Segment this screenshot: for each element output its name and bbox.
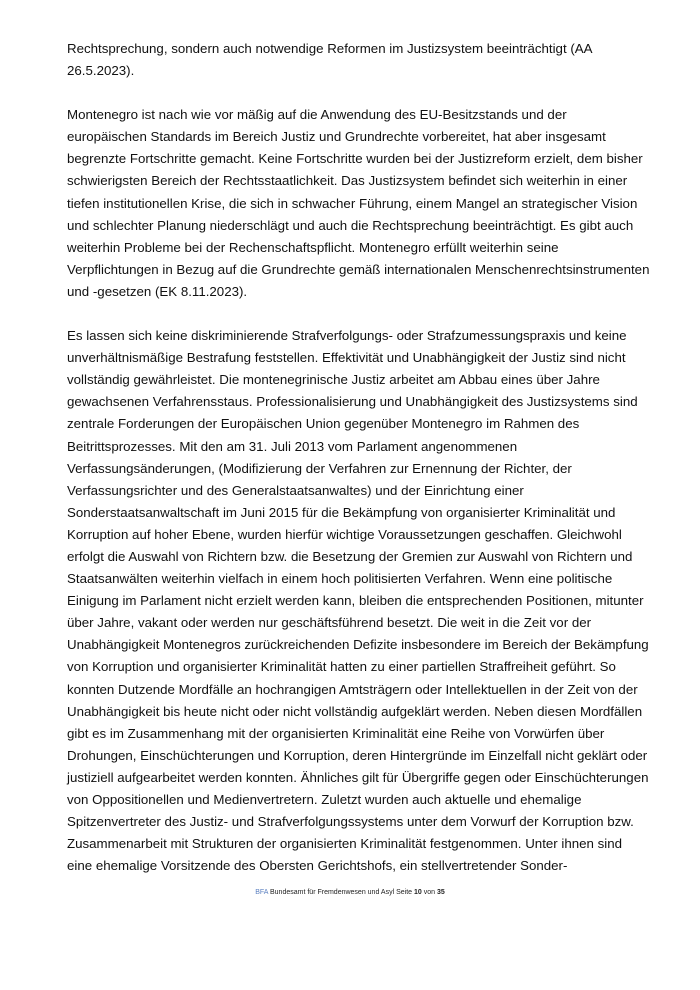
footer-agency: Bundesamt für Fremdenwesen und Asyl — [270, 889, 395, 896]
text-line: eine ehemalige Vorsitzende des Obersten Gerichtshofs, ein stellvertretender Sonder- — [67, 858, 568, 874]
text-line: erfolgt die Auswahl von Richtern bzw. die Besetzung der Gremien zur Auswahl von Richtern und — [67, 548, 633, 564]
text-line: über Jahre, vakant oder werden nur geschäftsführend besetzt. Die weit in die Zeit vor der — [67, 615, 592, 631]
text-line: Verpflichtungen in Bezug auf die Grundrechte gemäß internationalen Menschenrechtsinstrumenten — [67, 261, 650, 277]
paragraph-1 — [67, 38, 639, 82]
text-line: europäischen Standards im Bereich Justiz und Grundrechte vorbereitet, hat aber insgesamt — [67, 129, 606, 145]
page-footer — [0, 889, 700, 896]
text-line: unverhältnismäßige Bestrafung feststellen. Effektivität und Unabhängigkeit der Justiz sind nicht — [67, 350, 626, 366]
text-line: von Korruption und organisierter Kriminalität hatten zu einer partiellen Straffreiheit geführt. So — [67, 659, 616, 675]
footer-brand: BFA — [255, 889, 269, 896]
text-line: vollständig gewährleistet. Die montenegrinische Justiz arbeitet am Abbau eines über Jahre — [67, 372, 600, 388]
text-line: Rechtsprechung, sondern auch notwendige Reformen im Justizsystem beeinträchtigt (AA — [67, 41, 593, 56]
text-line: Beitrittsprozesses. Mit den am 31. Juli 2013 vom Parlament angenommenen — [67, 438, 518, 454]
text-line: von Oppositionellen und Medienvertretern. Zuletzt wurden auch aktuelle und ehemalige — [67, 792, 582, 807]
paragraph-2 — [67, 104, 650, 303]
document-body — [67, 38, 650, 877]
text-line: Es lassen sich keine diskriminierende Strafverfolgungs- oder Strafzumessungspraxis und keine — [67, 328, 627, 344]
text-line: gibt es im Zusammenhang mit der organisierten Kriminalität eine Reihe von Vorwürfen über — [67, 725, 605, 741]
text-line: Drohungen, Einschüchterungen und Korruption, deren Hintergründe im Einzelfall nicht geklärt oder — [67, 747, 648, 763]
text-line: Unabhängigkeit bis heute nicht oder nicht vollständig aufgeklärt werden. Neben diesen Mordfällen — [67, 703, 643, 719]
text-line: Sonderstaatsanwaltschaft im Juni 2015 für die Bekämpfung von organisierter Kriminalität und — [67, 504, 616, 520]
paragraph-3 — [67, 325, 649, 877]
footer-page-word: Seite — [396, 889, 413, 896]
text-line: tiefen institutionellen Krise, die sich in schwacher Führung, einem Mangel an strategischer Vision — [67, 195, 638, 211]
text-line: Montenegro ist nach wie vor mäßig auf die Anwendung des EU-Besitzstands und der — [67, 107, 567, 123]
text-line: schwierigsten Bereich der Rechtsstaatlichkeit. Das Justizsystem befindet sich weiterhin in einer — [67, 173, 628, 189]
text-line: Verfassungsrichter und des Generalstaatsanwaltes) und der Einrichtung einer — [67, 482, 524, 498]
text-line: weiterhin Probleme bei der Rechenschaftspflicht. Montenegro erfüllt weiterhin seine — [67, 239, 559, 255]
text-line: Unabhängigkeit Montenegros zurückreichenden Defizite insbesondere im Bereich der Bekämpfung — [67, 637, 649, 653]
text-line: 26.5.2023). — [67, 63, 135, 79]
text-line: begrenzte Fortschritte gemacht. Keine Fortschritte wurden bei der Justizreform erzielt, dem bisher — [67, 151, 643, 167]
text-line: Staatsanwälten weiterhin vielfach in einem hoch politisierten Verfahren. Wenn eine politische — [67, 571, 613, 587]
text-line: Korruption auf hoher Ebene, wurden hierfür wichtige Voraussetzungen geschaffen. Gleichwohl — [67, 526, 622, 542]
text-line: Zusammenarbeit mit Strukturen der organisierten Kriminalität festgenommen. Unter ihnen sind — [67, 836, 623, 852]
text-line: Einigung im Parlament nicht erzielt werden kann, bleiben die entsprechenden Positionen, mitunter — [67, 593, 644, 609]
text-line: Spitzenvertreter des Justiz- und Strafverfolgungssystems unter dem Vorwurf der Korruption bzw. — [67, 814, 634, 830]
text-line: justiziell aufgearbeitet werden konnten. Ähnliches gilt für Übergriffe gegen oder Einschüchterungen — [67, 769, 649, 785]
footer-page-total: 35 — [437, 889, 445, 896]
footer-page-current: 10 — [414, 889, 422, 896]
text-line: und schlechter Planung niederschlägt und auch die Rechtsprechung beeinträchtigt. Es gibt auch — [67, 217, 634, 233]
text-line: konnten Dutzende Mordfälle an hochrangigen Amtsträgern oder Intellektuellen in der Zeit von der — [67, 681, 638, 697]
text-line: und -gesetzen (EK 8.11.2023). — [67, 283, 248, 299]
footer-page-of: von — [423, 889, 436, 896]
text-line: zentrale Forderungen der Europäischen Union gegenüber Montenegro im Rahmen des — [67, 416, 580, 432]
text-line: gewachsenen Verfahrensstaus. Professionalisierung und Unabhängigkeit des Justizsystems sind — [67, 394, 638, 410]
text-line: Verfassungsänderungen, (Modifizierung der Verfahren zur Ernennung der Richter, der — [67, 460, 572, 476]
